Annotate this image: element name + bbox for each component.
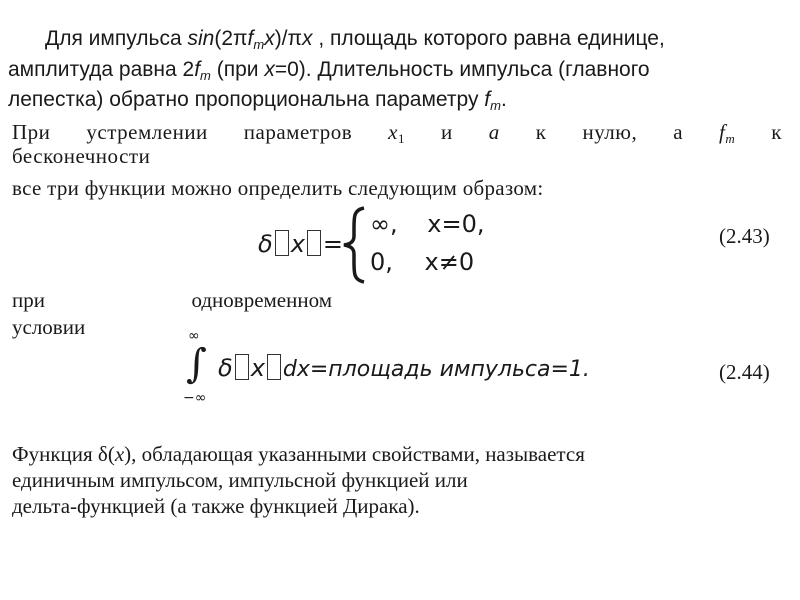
- paragraph-4-line-3: дельта-функцией (а также функцией Дирака).: [12, 494, 420, 518]
- paragraph-3-line-1: при одновременном: [12, 288, 332, 312]
- paragraph-2-line-1: При устремлении параметров $x_1$ и a к нулю, а $f_m$ к: [12, 120, 782, 146]
- paragraph-4: [12, 441, 792, 519]
- equation-2-44: [180, 328, 600, 408]
- equation-2-43: [258, 206, 528, 286]
- paragraph-3-line-2: условии: [12, 315, 86, 339]
- equation-number-2-43: (2.43): [719, 224, 770, 248]
- paragraph-1: [8, 26, 788, 112]
- integral-sign: ∫: [186, 341, 207, 387]
- paragraph-2-line-3: все три функции можно определить следующим образом:: [12, 176, 544, 200]
- paragraph-4-line-1: Функция δ(x), обладающая указанными свойствами, называется: [12, 442, 585, 466]
- integral-upper-limit: ∞: [188, 328, 200, 344]
- case-1: ∞, x=0,: [370, 210, 485, 238]
- paragraph-1-line-1: Для импульса $\sin(2\pi f_mx)/\pi x$ , площадь которого равна единице,: [45, 27, 665, 52]
- bracket-box: [235, 354, 249, 380]
- bracket-box: [267, 354, 281, 380]
- paragraph-2: [12, 120, 782, 200]
- equation-2-43-lhs: δ x =: [258, 230, 343, 258]
- paragraph-1-line-2: амплитуда равна $2f_m$ (при x=0). Длительность импульса (главного: [8, 58, 650, 83]
- case-2: 0, x≠0: [370, 248, 475, 276]
- paragraph-2-line-2: бесконечности: [12, 144, 151, 168]
- paragraph-1-line-3: лепестка) обратно пропорциональна параметру $f_m$.: [8, 88, 507, 113]
- bracket-box: [275, 230, 289, 256]
- paragraph-4-line-2: единичным импульсом, импульсной функцией или: [12, 468, 468, 492]
- equation-number-2-44: (2.44): [719, 360, 770, 384]
- integral-lower-limit: −∞: [183, 390, 207, 406]
- integrand: δ x dx=площадь импульса=1.: [218, 354, 590, 382]
- curly-brace: [340, 206, 368, 284]
- bracket-box: [307, 230, 321, 256]
